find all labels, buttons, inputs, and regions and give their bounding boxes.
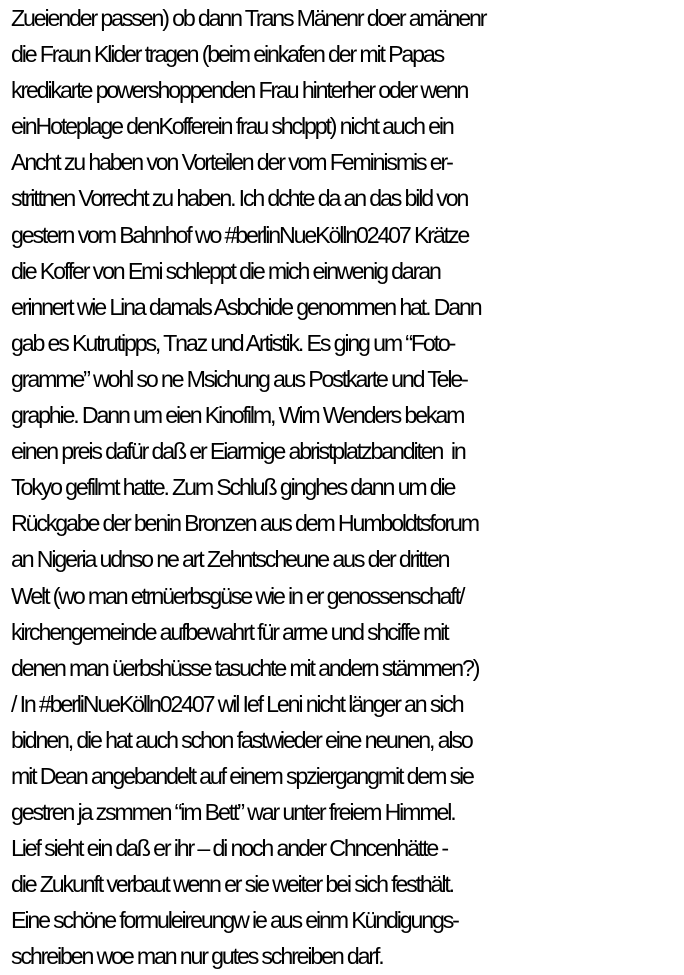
text-line: einHoteplage denKofferein frau shclppt) nicht auch ein xyxy=(11,113,453,140)
text-line: Eine schöne formuleireungw ie aus einm Kündigungs- xyxy=(11,907,458,934)
text-line: kredikarte powershoppenden Frau hinterher oder wenn xyxy=(11,77,468,104)
text-line: die Zukunft verbaut wenn er sie weiter bei sich festhält. xyxy=(11,871,453,898)
text-line: die Koffer von Emi schleppt die mich einwenig daran xyxy=(11,257,440,284)
text-line: Rückgabe der benin Bronzen aus dem Humboldtsforum xyxy=(11,510,478,537)
text-line: / In #berliNueKölln02407 wil Ief Leni nicht länger an sich xyxy=(11,690,463,717)
document-page xyxy=(11,0,681,975)
text-line: Welt (wo man etrnüerbsgüse wie in er genossenschaft/ xyxy=(11,582,464,609)
text-line: mit Dean angebandelt auf einem spziergangmit dem sie xyxy=(11,762,473,789)
text-line: Zueiender passen) ob dann Trans Mänenr doer amänenr xyxy=(11,5,486,31)
text-line: Ancht zu haben von Vorteilen der vom Feminismis er- xyxy=(11,149,452,176)
text-line: Tokyo gefilmt hatte. Zum Schluß ginghes dann um die xyxy=(11,474,455,501)
text-line: schreiben woe man nur gutes schreiben darf. xyxy=(11,943,383,970)
text-line: die Fraun Klider tragen (beim einkafen der mit Papas xyxy=(11,41,444,68)
text-line: Lief sieht ein daß er ihr – di noch ander Chncenhätte - xyxy=(11,835,448,862)
text-line: erinnert wie Lina damals Asbchide genommen hat. Dann xyxy=(11,293,481,320)
text-line: graphie. Dann um eien Kinofilm, Wim Wenders bekam xyxy=(11,402,464,429)
text-line: gestren ja zsmmen “im Bett” war unter freiem Himmel. xyxy=(11,799,455,826)
text-line: kirchengemeinde aufbewahrt für arme und shciffe mit xyxy=(11,618,448,645)
text-line: denen man üerbshüsse tasuchte mit andern stämmen?) xyxy=(11,654,479,681)
text-line: einen preis dafür daß er Eiarmige abristplatzbanditen in xyxy=(11,438,465,465)
text-line: gab es Kutrutipps, Tnaz und Artistik. Es ging um “Foto- xyxy=(11,329,455,356)
text-line: gestern vom Bahnhof wo #berlinNueKölln02407 Krätze xyxy=(11,221,469,248)
text-line: an Nigeria udnso ne art Zehntscheune aus der dritten xyxy=(11,546,449,573)
text-line: bidnen, die hat auch schon fastwieder eine neunen, also xyxy=(11,726,472,753)
text-line: gramme” wohl so ne Msichung aus Postkarte und Tele- xyxy=(11,365,467,392)
text-line: strittnen Vorrecht zu haben. Ich dchte da an das bild von xyxy=(11,185,468,212)
